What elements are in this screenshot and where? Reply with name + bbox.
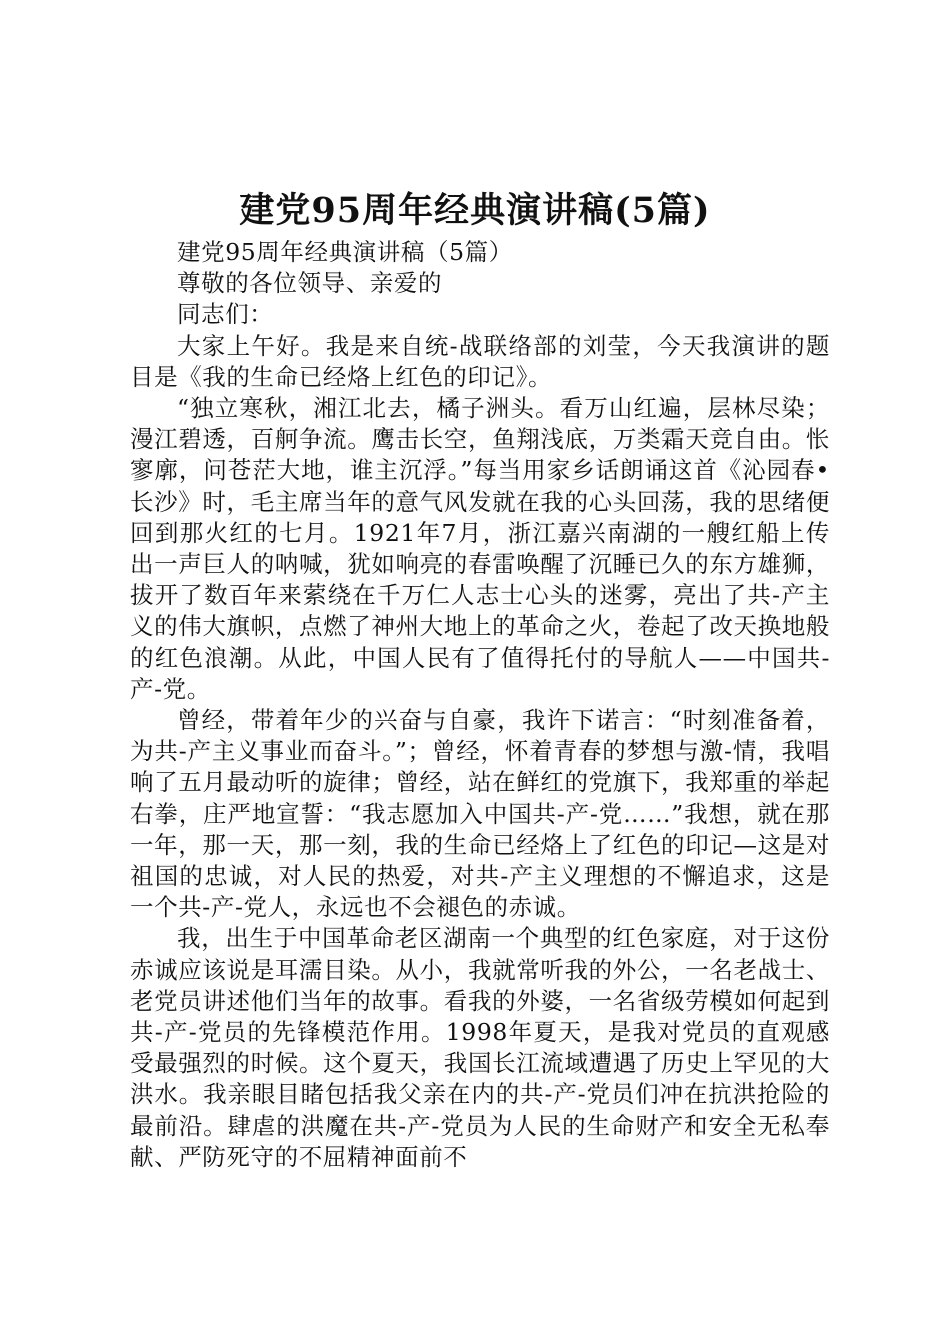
document-title: 建党95周年经典演讲稿(5篇) [239,190,711,231]
paragraph-introduction: 大家上午好。我是来自统-战联络部的刘莹，今天我演讲的题目是《我的生命已经烙上红色的印记》。 [130,331,830,391]
paragraph-salutation-continued: 同志们： [177,300,274,329]
paragraph-salutation: 尊敬的各位领导、亲爱的 [177,269,443,298]
paragraph-heading-repeat: 建党95周年经典演讲稿（5篇） [177,238,513,266]
paragraph-oath: 曾经，带着年少的兴奋与自豪，我许下诺言：“时刻准备着，为共-产主义事业而奋斗。”；曾经，怀着青春的梦想与激-情，我唱响了五月最动听的旋律；曾经，站在鲜红的党旗下，我郑重的举起右拳，庄严地宣誓：“我志愿加入中国共-产-党……”我想，就在那一年，那一天，那一刻，我的生命已经烙上了红色的印记—这是对祖国的忠诚，对人民的热爱，对共-产主义理想的不懈追求，这是一个共-产-党人，永远也不会褪色的赤诚。 [130,706,830,922]
paragraph-poem: “独立寒秋，湘江北去，橘子洲头。看万山红遍，层林尽染；漫江碧透，百舸争流。鹰击长空，鱼翔浅底，万类霜天竞自由。怅寥廓，问苍茫大地，谁主沉浮。”每当用家乡话朗诵这首《沁园春•长沙》时，毛主席当年的意气风发就在我的心头回荡，我的思绪便回到那火红的七月。1921年7月，浙江嘉兴南湖的一艘红船上传出一声巨人的呐喊，犹如响亮的春雷唤醒了沉睡已久的东方雄狮，拔开了数百年来萦绕在千万仁人志士心头的迷雾，亮出了共-产主义的伟大旗帜，点燃了神州大地上的革命之火，卷起了改天换地般的红色浪潮。从此，中国人民有了值得托付的导航人——中国共-产-党。 [130,394,830,703]
document-body [130,237,830,1173]
paragraph-family: 我，出生于中国革命老区湖南一个典型的红色家庭，对于这份赤诚应该说是耳濡目染。从小，我就常听我的外公，一名老战士、老党员讲述他们当年的故事。看我的外婆，一名省级劳模如何起到共-产-党员的先锋模范作用。1998年夏天，是我对党员的直观感受最强烈的时候。这个夏天，我国长江流域遭遇了历史上罕见的大洪水。我亲眼目睹包括我父亲在内的共-产-党员们冲在抗洪抢险的最前沿。肆虐的洪魔在共-产-党员为人民的生命财产和安全无私奉献、严防死守的不屈精神面前不 [130,924,830,1171]
